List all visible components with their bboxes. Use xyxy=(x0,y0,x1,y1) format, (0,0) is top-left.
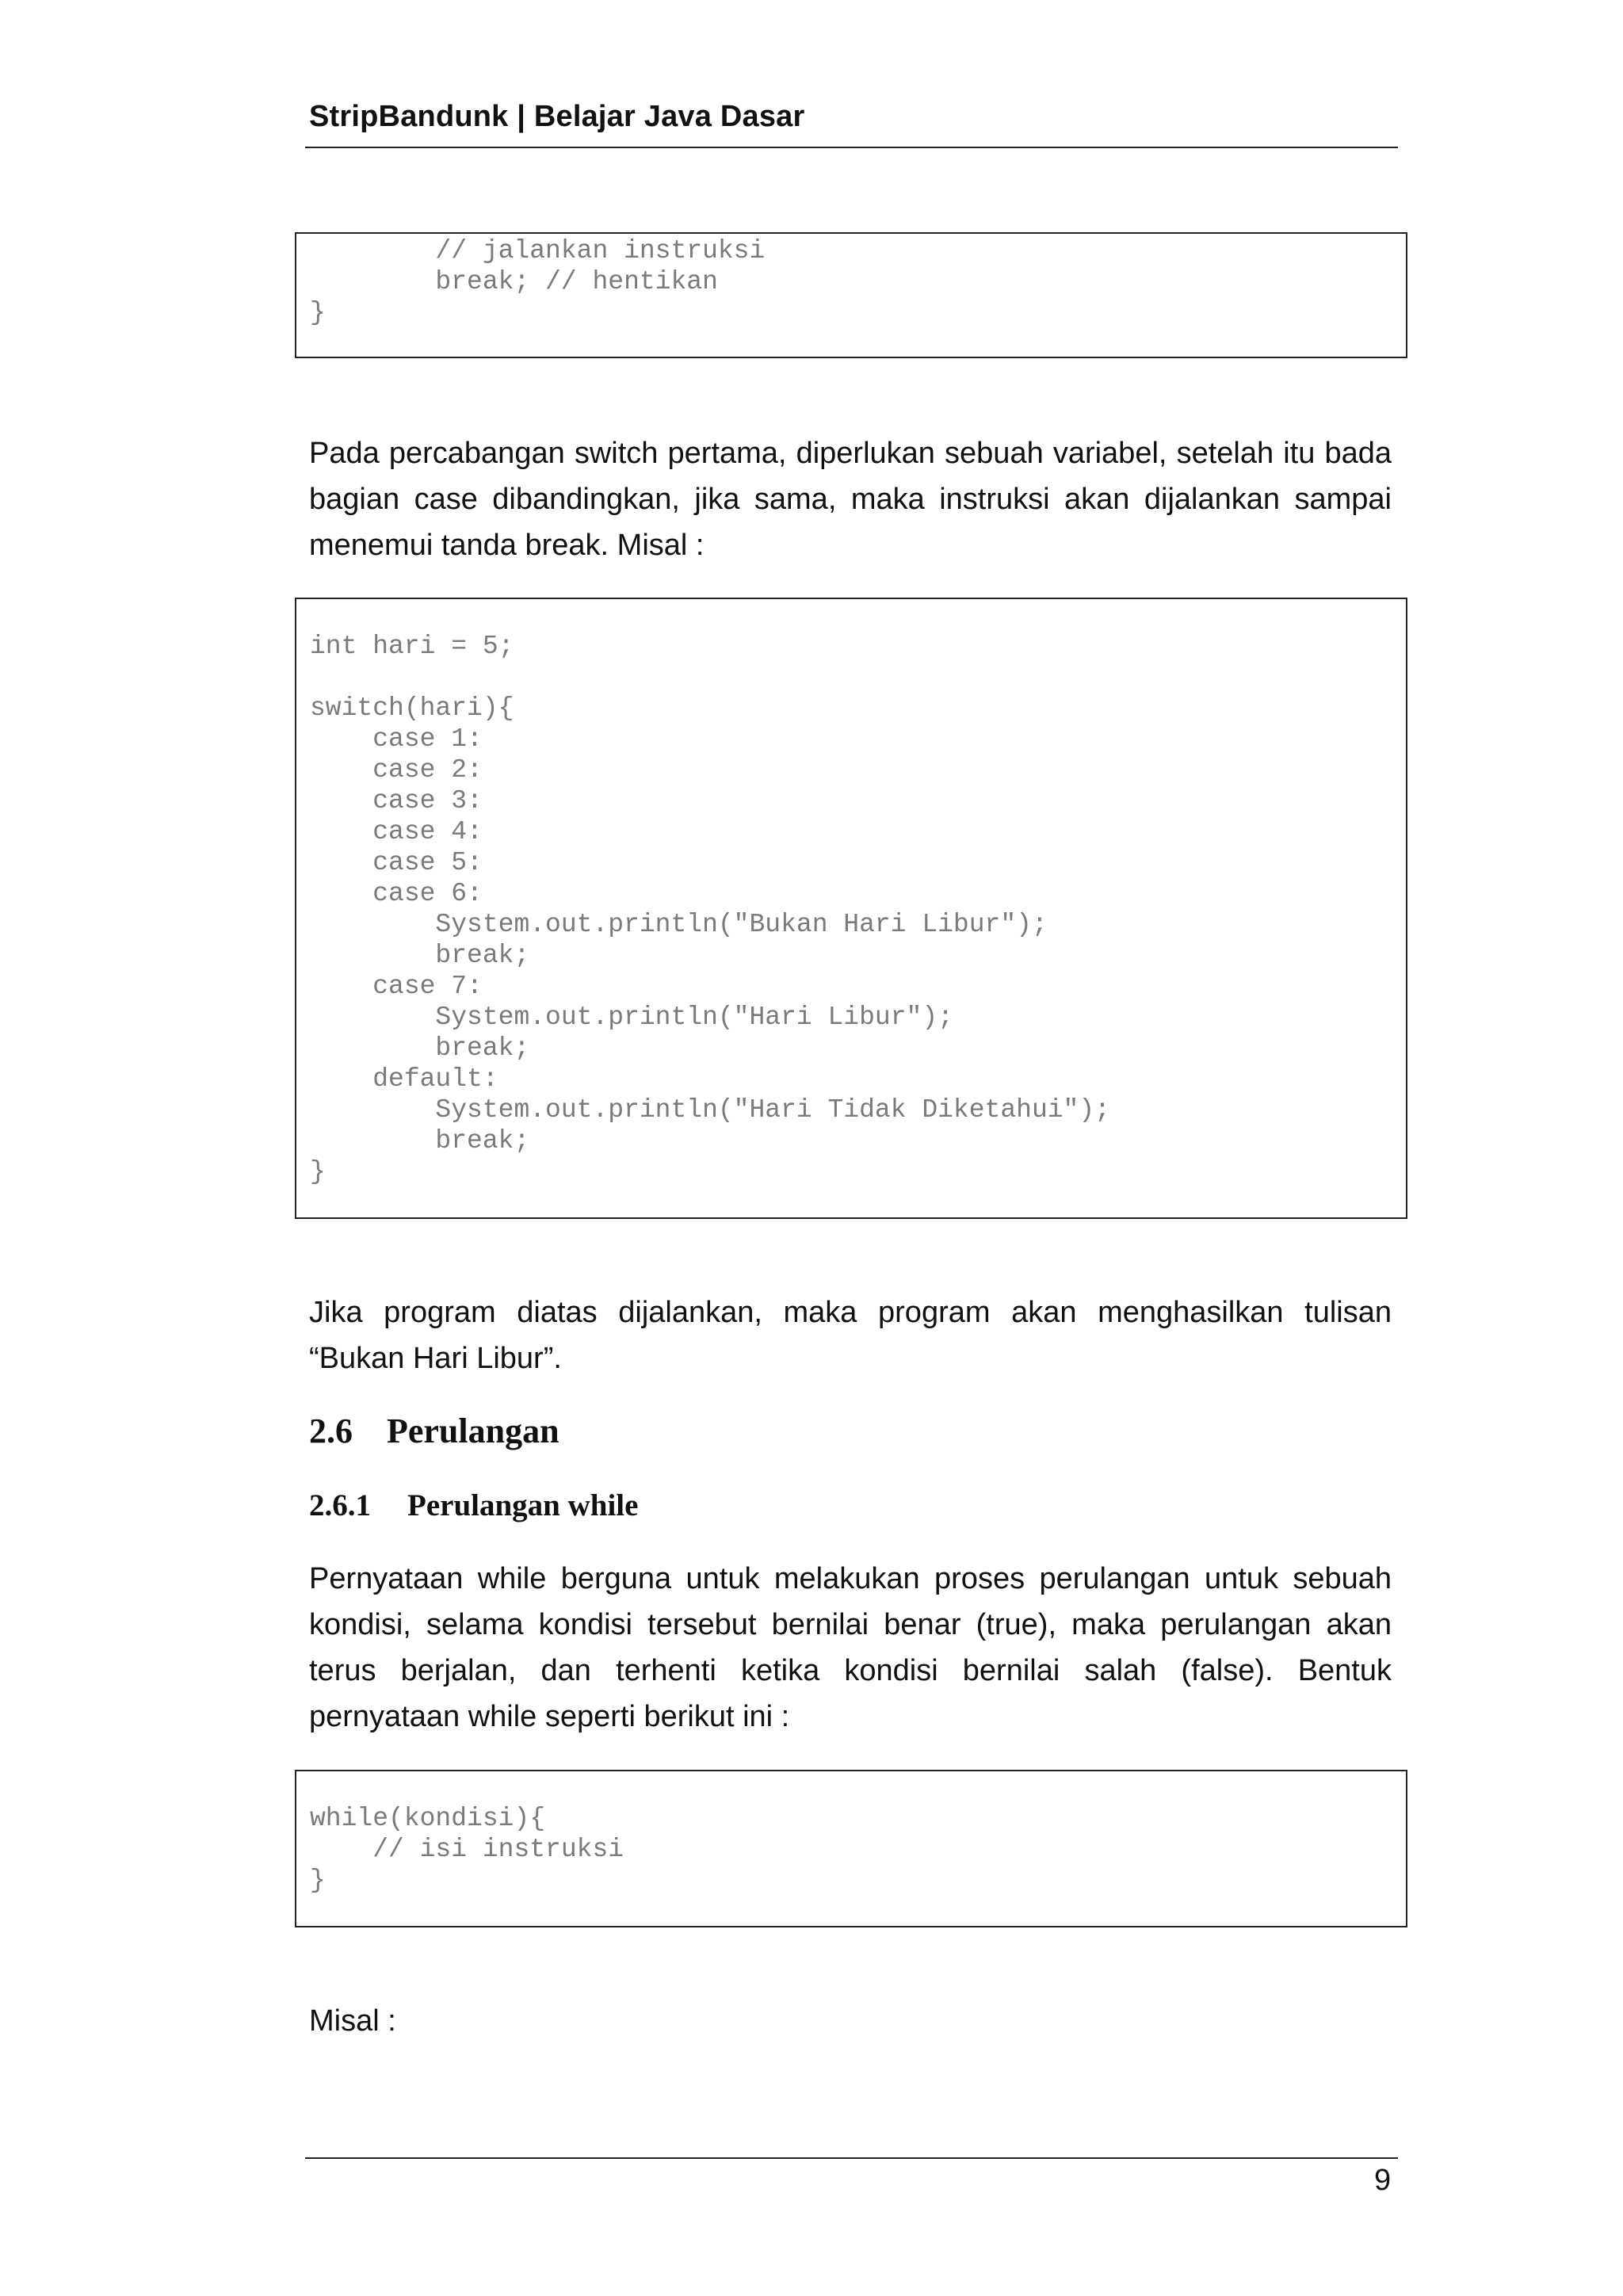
paragraph-switch-explanation: Pada percabangan switch pertama, diperlukan sebuah variabel, setelah itu bada bagian case dibandingkan, jika sama, maka instruksi akan dijalankan sampai menemui tanda break. Misal : xyxy=(309,437,1392,562)
subsection-number: 2.6.1 xyxy=(309,1488,371,1522)
running-header: StripBandunk | Belajar Java Dasar xyxy=(309,100,805,133)
code-text: while(kondisi){ // isi instruksi } xyxy=(310,1804,624,1895)
footer-rule xyxy=(305,2157,1398,2159)
section-heading xyxy=(309,1411,559,1451)
code-block-switch-example xyxy=(295,598,1407,1219)
page-number: 9 xyxy=(1374,2164,1392,2197)
header-rule xyxy=(305,147,1398,148)
code-block-while-syntax xyxy=(295,1770,1407,1927)
paragraph-while-explanation: Pernyataan while berguna untuk melakukan proses perulangan untuk sebuah kondisi, selama kondisi tersebut bernilai benar (true), maka perulangan akan terus berjalan, dan terhenti ketika kondisi bernilai salah (false). Bentuk pernyataan while seperti berikut ini : xyxy=(309,1562,1392,1733)
paragraph-switch-result: Jika program diatas dijalankan, maka program akan menghasilkan tulisan “Bukan Hari Libur”. xyxy=(309,1296,1392,1375)
code-text: // jalankan instruksi break; // hentikan } xyxy=(310,236,766,327)
section-number: 2.6 xyxy=(309,1412,353,1450)
code-text: int hari = 5; switch(hari){ case 1: case 2: case 3: case 4: case 5: case 6: System.out.println("Bukan Hari Libur"); break; case 7: System.out.println("Hari Libur"); break; default: System.out.println("Hari Tidak Diketahui"); break; } xyxy=(310,632,1110,1186)
subsection-heading xyxy=(309,1488,638,1523)
section-title: Perulangan xyxy=(387,1412,559,1450)
paragraph-misal: Misal : xyxy=(309,2004,396,2038)
code-block-switch-end xyxy=(295,232,1407,358)
subsection-title: Perulangan while xyxy=(407,1488,639,1522)
